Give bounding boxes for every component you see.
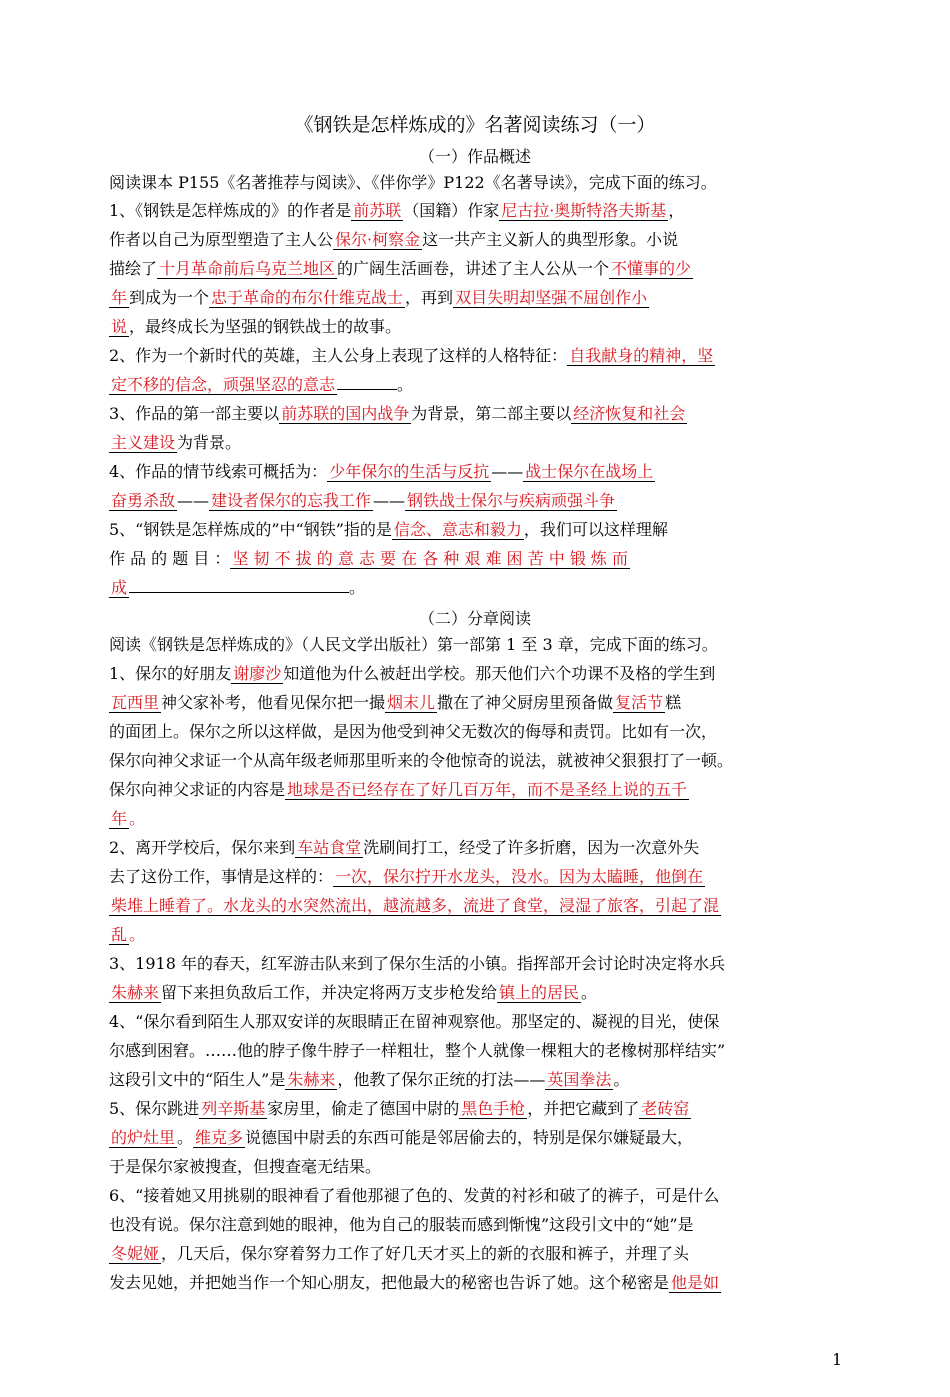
p1-line-4: 保尔向神父求证一个从高年级老师那里听来的令他惊奇的说法，就被神父狠狠打了一顿。: [109, 751, 734, 770]
q3-line-2: 主义建设 为背景。: [111, 433, 242, 452]
p4-line-3: 这段引文中的“陌生人”是 朱赫来 ，他教了保尔正统的打法—— 英国拳法 。: [109, 1070, 630, 1089]
q5-line-1: 5、“钢铁是怎样炼成的”中“钢铁”指的是 信念、意志和毅力 ，我们可以这样理解: [109, 520, 668, 539]
p6-line-4: 发去见她，并把她当作一个知心朋友，把他最大的秘密也告诉了她。这个秘密是 他是如: [109, 1273, 720, 1292]
q4-line-2: 奋勇杀敌 —— 建设者保尔的忘我工作 —— 钢铁战士保尔与疾病顽强斗争: [111, 491, 616, 510]
p2-line-2: 去了这份工作，事情是这样的： 一次，保尔拧开水龙头，没水。因为太瞌睡，他倒在: [109, 867, 704, 886]
p1-line-6: 年 。: [111, 809, 146, 828]
p4-line-1: 4、“保尔看到陌生人那双安详的灰眼睛正在留神观察他。那坚定的、凝视的目光，使保: [109, 1012, 720, 1031]
page-number: 1: [832, 1350, 843, 1369]
q1-line-2: 作者以自己为原型塑造了主人公 保尔·柯察金 这一共产主义新人的典型形象。小说: [109, 230, 679, 249]
p1-line-2: 瓦西里 神父家补考，他看见保尔把一撮 烟末儿 撒在了神父厨房里预备做 复活节 糕: [111, 693, 682, 712]
p6-line-1: 6、“接着她又用挑剔的眼神看了看他那褪了色的、发黄的衬衫和破了的裤子，可是什么: [109, 1186, 720, 1205]
q3-line-1: 3、作品的第一部主要以 前苏联的国内战争 为背景，第二部主要以 经济恢复和社会: [109, 404, 686, 423]
p5-line-1: 5、保尔跳进 列辛斯基 家房里，偷走了德国中尉的 黑色手枪 ，并把它藏到了 老砖窑: [109, 1099, 690, 1118]
p1-line-3: 的面团上。保尔之所以这样做，是因为他受到神父无数次的侮辱和责罚。比如有一次，: [109, 722, 718, 741]
p2-line-1: 2、离开学校后，保尔来到 车站食堂 洗刷间打工，经受了许多折磨，因为一次意外失: [109, 838, 700, 857]
p1-line-5: 保尔向神父求证的内容是 地球是否已经存在了好几百万年，而不是圣经上说的五千: [109, 780, 688, 799]
p6-line-3: 冬妮娅 ，几天后，保尔穿着努力工作了好几天才买上的新的衣服和裤子，并理了头: [111, 1244, 690, 1263]
q2-line-2: 定不移的信念，顽强坚忍的意志 。: [111, 375, 414, 394]
p3-line-1: 3、1918 年的春天，红军游击队来到了保尔生活的小镇。指挥部开会讨论时决定将水兵: [109, 954, 725, 973]
q2-line-1: 2、作为一个新时代的英雄，主人公身上表现了这样的人格特征： 自我献身的精神，坚: [109, 346, 714, 365]
q5-line-3: 成 。: [111, 578, 366, 597]
p4-line-2: 尔感到困窘。……他的脖子像牛脖子一样粗壮，整个人就像一棵粗大的老橡树那样结实”: [109, 1041, 726, 1060]
q1-line-4: 年 到成为一个 忠于革命的布尔什维克战士 ，再到 双目失明却坚强不屈创作小: [111, 288, 648, 307]
section-heading-overview: （一）作品概述: [418, 147, 531, 166]
p2-line-3: 柴堆上睡着了。水龙头的水突然流出，越流越多，流进了食堂，浸湿了旅客，引起了混: [111, 896, 720, 915]
p2-line-4: 乱 。: [111, 925, 146, 944]
q4-line-1: 4、作品的情节线索可概括为： 少年保尔的生活与反抗 —— 战士保尔在战场上: [109, 462, 654, 481]
p5-line-3: 于是保尔家被搜查，但搜查毫无结果。: [109, 1157, 382, 1176]
p3-line-2: 朱赫来 留下来担负敌后工作，并决定将两万支步枪发给 镇上的居民 。: [111, 983, 598, 1002]
q1-line-3: 描绘了 十月革命前后乌克兰地区 的广阔生活画卷，讲述了主人公从一个 不懂事的少: [109, 259, 692, 278]
q1-line-1: 1、《钢铁是怎样炼成的》的作者是 前苏联 （国籍）作家 尼古拉·奥斯特洛夫斯基 ，: [109, 201, 685, 220]
intro-line-2: 阅读《钢铁是怎样炼成的》（人民文学出版社）第一部第 1 至 3 章，完成下面的练习。: [109, 635, 718, 654]
page-title: 《钢铁是怎样炼成的》名著阅读练习（一）: [294, 114, 656, 136]
q1-line-5: 说 ，最终成长为坚强的钢铁战士的故事。: [111, 317, 402, 336]
p5-line-2: 的炉灶里 。 维克多 说德国中尉丢的东西可能是邻居偷去的，特别是保尔嫌疑最大，: [111, 1128, 694, 1147]
p1-line-1: 1、保尔的好朋友 谢廖沙 知道他为什么被赶出学校。那天他们六个功课不及格的学生到: [109, 664, 716, 683]
p6-line-2: 也没有说。保尔注意到她的眼神，他为自己的服装而感到惭愧”这段引文中的“她”是: [109, 1215, 694, 1234]
q5-line-2: 作 品 的 题 目 ： 坚 韧 不 拔 的 意 志 要 在 各 种 艰 难 困 苦 中 锻 炼 而: [109, 549, 628, 568]
section-heading-chapters: （二）分章阅读: [418, 609, 531, 628]
intro-line: 阅读课本 P155《名著推荐与阅读》、《伴你学》P122《名著导读》，完成下面的练习。: [109, 173, 717, 192]
